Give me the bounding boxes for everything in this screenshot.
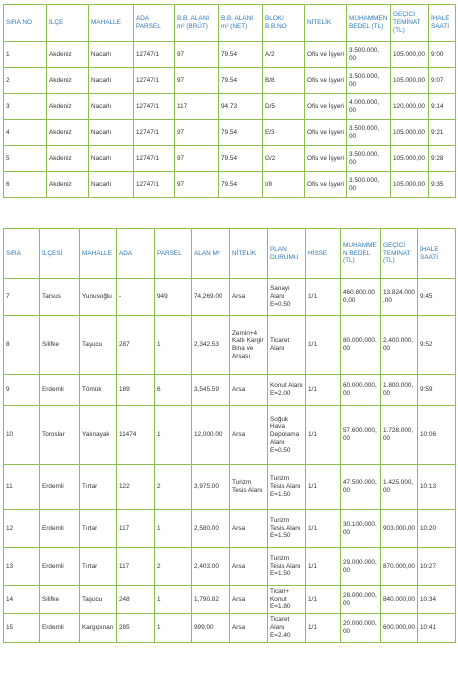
table-cell: 1/1 — [306, 316, 341, 375]
column-header: İHALE SAATİ — [418, 229, 456, 279]
table-cell: 2,403.00 — [192, 548, 230, 586]
table-cell: 13 — [4, 548, 40, 586]
table-cell: 10:13 — [418, 465, 456, 510]
table-cell: Nacarlı — [89, 68, 134, 94]
table-cell: Nacarlı — [89, 172, 134, 198]
table-row — [4, 586, 456, 614]
table-cell: 122 — [117, 465, 155, 510]
table-cell: 74,269.00 — [192, 279, 230, 316]
table-cell: Ticaret Alanı — [268, 316, 306, 375]
table-cell: Nacarlı — [89, 120, 134, 146]
table-cell: 28.000.000,00 — [341, 586, 381, 614]
column-header: GEÇİCİ TEMİNAT (TL) — [391, 5, 429, 42]
table-cell: Ofis ve İşyeri — [305, 68, 347, 94]
table-cell: Silifke — [40, 316, 80, 375]
table-cell: 12747/1 — [134, 42, 175, 68]
table-cell: 60.000.000,00 — [341, 375, 381, 406]
table-cell: 4.000.000, 00 — [347, 94, 391, 120]
table-cell: 248 — [117, 586, 155, 614]
table-row — [4, 120, 456, 146]
table-cell: Turizm Tesis Alanı — [230, 465, 268, 510]
table-cell: 10:06 — [418, 406, 456, 465]
table-cell: 80.000.000,00 — [341, 316, 381, 375]
table-cell: B/8 — [263, 68, 305, 94]
table-cell: 6 — [155, 375, 192, 406]
table-cell: Arsa — [230, 614, 268, 643]
table-cell: 9:45 — [418, 279, 456, 316]
table-row — [4, 465, 456, 510]
table-row — [4, 172, 456, 198]
table-cell: Soğuk Hava Depolama Alanı E=0.50 — [268, 406, 306, 465]
column-header: SIRA NO — [4, 5, 47, 42]
column-header: PLAN DURUMU — [268, 229, 306, 279]
table-cell: 3.500.000, 00 — [347, 42, 391, 68]
column-header: NİTELİK — [230, 229, 268, 279]
table-cell: Sanayi Alanı E=0.50 — [268, 279, 306, 316]
table-cell: 1/1 — [306, 465, 341, 510]
column-header: İLÇESİ — [40, 229, 80, 279]
column-header: GEÇİCİ TEMİNAT (TL) — [381, 229, 418, 279]
column-header: MUHAMMEN BEDEL (TL) — [347, 5, 391, 42]
table-cell: 117 — [117, 510, 155, 548]
auction-table-2-container — [3, 228, 455, 643]
table-cell: 11 — [4, 465, 40, 510]
table-cell: Akdeniz — [47, 120, 89, 146]
table-cell: 460.800.000,00 — [341, 279, 381, 316]
table-cell: 12747/1 — [134, 172, 175, 198]
table-cell: Konut Alanı E=2.00 — [268, 375, 306, 406]
auction-table-1 — [3, 4, 456, 198]
table-cell: Erdemli — [40, 375, 80, 406]
table-header-row — [4, 5, 456, 42]
table-cell: Erdemli — [40, 548, 80, 586]
table-cell: 903.000,00 — [381, 510, 418, 548]
table-cell: Arsa — [230, 375, 268, 406]
table-cell: 97 — [175, 120, 219, 146]
table-cell: Akdeniz — [47, 172, 89, 198]
table-cell: 1 — [155, 510, 192, 548]
table-cell: 1/1 — [306, 510, 341, 548]
table-cell: 1/1 — [306, 279, 341, 316]
table-cell: 1/1 — [306, 406, 341, 465]
table-cell: Yunusoğlu — [80, 279, 117, 316]
table-row — [4, 42, 456, 68]
table-cell: Erdemli — [40, 614, 80, 643]
table-row — [4, 316, 456, 375]
table-cell: Ofis ve İşyeri — [305, 42, 347, 68]
table-cell: 285 — [117, 614, 155, 643]
column-header: B.B. ALANI m² (NET) — [219, 5, 263, 42]
table-cell: 9:21 — [429, 120, 456, 146]
table-cell: 57.600.000,00 — [341, 406, 381, 465]
table-cell: 1/1 — [306, 614, 341, 643]
table-cell: Tarsus — [40, 279, 80, 316]
table-cell: 79.54 — [219, 120, 263, 146]
table-row — [4, 510, 456, 548]
table-cell: 117 — [117, 548, 155, 586]
table-cell: Ofis ve İşyeri — [305, 120, 347, 146]
table-cell: 1.425.000,00 — [381, 465, 418, 510]
column-header: B.B. ALANI m² (BRÜT) — [175, 5, 219, 42]
table-cell: Arsa — [230, 510, 268, 548]
table-cell: Tırtar — [80, 548, 117, 586]
table-cell: 1/1 — [306, 548, 341, 586]
table-cell: 999,00 — [192, 614, 230, 643]
table-cell: 2,342.53 — [192, 316, 230, 375]
table-cell: 9:00 — [429, 42, 456, 68]
table-cell: 840.000,00 — [381, 586, 418, 614]
table-cell: 97 — [175, 68, 219, 94]
table-cell: 9:07 — [429, 68, 456, 94]
table-cell: 9:14 — [429, 94, 456, 120]
table-cell: 1,790.82 — [192, 586, 230, 614]
table-cell: Arsa — [230, 406, 268, 465]
table-cell: 94.73 — [219, 94, 263, 120]
table-cell: 11474 — [117, 406, 155, 465]
table-row — [4, 94, 456, 120]
table-cell: 9:28 — [429, 146, 456, 172]
table-cell: 12747/1 — [134, 94, 175, 120]
table-cell: 97 — [175, 42, 219, 68]
table-cell: 3,975.00 — [192, 465, 230, 510]
table-cell: A/2 — [263, 42, 305, 68]
table-cell: 9:59 — [418, 375, 456, 406]
table-cell: 12747/1 — [134, 68, 175, 94]
table-cell: D/5 — [263, 94, 305, 120]
table-cell: Ofis ve İşyeri — [305, 94, 347, 120]
table-cell: I/8 — [263, 172, 305, 198]
table-cell: Tömük — [80, 375, 117, 406]
table-cell: 79.54 — [219, 42, 263, 68]
table-cell: Turizm Tesis Alanı E=1.50 — [268, 548, 306, 586]
table-header-row — [4, 229, 456, 279]
table-cell: 29.000.000,00 — [341, 548, 381, 586]
table-cell: Ticaret Alanı E=2.40 — [268, 614, 306, 643]
table-cell: 870.000,00 — [381, 548, 418, 586]
column-header: MUHAMMEN BEDEL (TL) — [341, 229, 381, 279]
table-cell: 79.54 — [219, 68, 263, 94]
table-cell: 20.000.000,00 — [341, 614, 381, 643]
table-cell: Arsa — [230, 586, 268, 614]
table-cell: 1 — [155, 586, 192, 614]
table-cell: Ofis ve İşyeri — [305, 172, 347, 198]
column-header: SIRA — [4, 229, 40, 279]
table-cell: Ofis ve İşyeri — [305, 146, 347, 172]
column-header: BLOK/ B.B.NO — [263, 5, 305, 42]
column-header: MAHALLE — [89, 5, 134, 42]
auction-table-2 — [3, 228, 456, 643]
table-cell: Arsa — [230, 279, 268, 316]
table-cell: 10 — [4, 406, 40, 465]
column-header: ALAN M² — [192, 229, 230, 279]
table-cell: 12747/1 — [134, 146, 175, 172]
table-cell: Nacarlı — [89, 94, 134, 120]
table-cell: Turizm Tesis Alanı E=1.50 — [268, 465, 306, 510]
table-cell: 117 — [175, 94, 219, 120]
column-header: İHALE SAATİ — [429, 5, 456, 42]
table-cell: 9:52 — [418, 316, 456, 375]
table-cell: 105.000,00 — [391, 120, 429, 146]
table-cell: 600.000,00 — [381, 614, 418, 643]
table-cell: Akdeniz — [47, 94, 89, 120]
table-cell: Nacarlı — [89, 146, 134, 172]
table-cell: G/2 — [263, 146, 305, 172]
table-cell: Toroslar — [40, 406, 80, 465]
table-cell: 1.800.000,00 — [381, 375, 418, 406]
table-cell: 9 — [4, 375, 40, 406]
table-cell: Akdeniz — [47, 42, 89, 68]
column-header: ADA PARSEL — [134, 5, 175, 42]
auction-table-1-container — [3, 4, 455, 198]
table-cell: 4 — [4, 120, 47, 146]
table-row — [4, 68, 456, 94]
table-cell: 9:35 — [429, 172, 456, 198]
column-header: NİTELİK — [305, 5, 347, 42]
table-row — [4, 406, 456, 465]
table-cell: Zemin+4 Katlı Kargir Bina ve Arsası — [230, 316, 268, 375]
table-cell: 47.500.000,00 — [341, 465, 381, 510]
table-cell: 97 — [175, 172, 219, 198]
table-cell: 14 — [4, 586, 40, 614]
table-cell: 2,580.00 — [192, 510, 230, 548]
table-row — [4, 146, 456, 172]
table-cell: - — [117, 279, 155, 316]
table-row — [4, 279, 456, 316]
table-cell: 1 — [155, 316, 192, 375]
table-cell: 30.100.000,00 — [341, 510, 381, 548]
table-cell: 15 — [4, 614, 40, 643]
table-cell: 12 — [4, 510, 40, 548]
table-row — [4, 375, 456, 406]
table-cell: 8 — [4, 316, 40, 375]
table-cell: Tırtar — [80, 510, 117, 548]
table-cell: Taşucu — [80, 316, 117, 375]
table-cell: 2.400.000,00 — [381, 316, 418, 375]
table-cell: 12,000.00 — [192, 406, 230, 465]
table-cell: 97 — [175, 146, 219, 172]
table-cell: 105.000,00 — [391, 42, 429, 68]
table-cell: Turizm Tesis Alanı E=1.50 — [268, 510, 306, 548]
table-cell: 120.000,00 — [391, 94, 429, 120]
table-cell: 2 — [155, 548, 192, 586]
table-cell: 3 — [4, 94, 47, 120]
table-cell: 3.500.000, 00 — [347, 120, 391, 146]
column-header: PARSEL — [155, 229, 192, 279]
table-cell: Arsa — [230, 548, 268, 586]
table-cell: 1/1 — [306, 375, 341, 406]
table-cell: 3.500.000, 00 — [347, 172, 391, 198]
column-header: İLÇE — [47, 5, 89, 42]
table-cell: Yalınayak — [80, 406, 117, 465]
table-cell: 1.728.000,00 — [381, 406, 418, 465]
table-cell: 13.824.000,00 — [381, 279, 418, 316]
table-cell: 12747/1 — [134, 120, 175, 146]
table-cell: 2 — [4, 68, 47, 94]
table-cell: 287 — [117, 316, 155, 375]
table-cell: 1/1 — [306, 586, 341, 614]
table-cell: Silifke — [40, 586, 80, 614]
table-cell: Akdeniz — [47, 68, 89, 94]
table-cell: Erdemli — [40, 510, 80, 548]
table-cell: 2 — [155, 465, 192, 510]
table-cell: 7 — [4, 279, 40, 316]
table-cell: 189 — [117, 375, 155, 406]
column-header: HİSSE — [306, 229, 341, 279]
table-cell: 79.54 — [219, 146, 263, 172]
table-cell: Tırtar — [80, 465, 117, 510]
table-cell: 949 — [155, 279, 192, 316]
table-cell: 105.000,00 — [391, 68, 429, 94]
table-cell: 3.500.000, 00 — [347, 146, 391, 172]
table-cell: Ticari+ Konut E=1.80 — [268, 586, 306, 614]
table-cell: 10:34 — [418, 586, 456, 614]
table-cell: 1 — [155, 614, 192, 643]
table-cell: Nacarlı — [89, 42, 134, 68]
table-cell: 1 — [4, 42, 47, 68]
table-cell: 10:20 — [418, 510, 456, 548]
table-row — [4, 614, 456, 643]
table-cell: Kargıpınarı — [80, 614, 117, 643]
table-cell: 3,545.59 — [192, 375, 230, 406]
table-cell: 105.000,00 — [391, 146, 429, 172]
table-cell: Akdeniz — [47, 146, 89, 172]
table-cell: 3.500.000, 00 — [347, 68, 391, 94]
table-cell: 10:41 — [418, 614, 456, 643]
table-cell: 5 — [4, 146, 47, 172]
table-cell: Erdemli — [40, 465, 80, 510]
column-header: MAHALLE — [80, 229, 117, 279]
table-cell: 1 — [155, 406, 192, 465]
table-row — [4, 548, 456, 586]
column-header: ADA — [117, 229, 155, 279]
table-cell: 10:27 — [418, 548, 456, 586]
table-cell: 105.000,00 — [391, 172, 429, 198]
table-cell: Taşucu — [80, 586, 117, 614]
table-cell: 6 — [4, 172, 47, 198]
table-cell: 79.54 — [219, 172, 263, 198]
table-cell: E/3 — [263, 120, 305, 146]
